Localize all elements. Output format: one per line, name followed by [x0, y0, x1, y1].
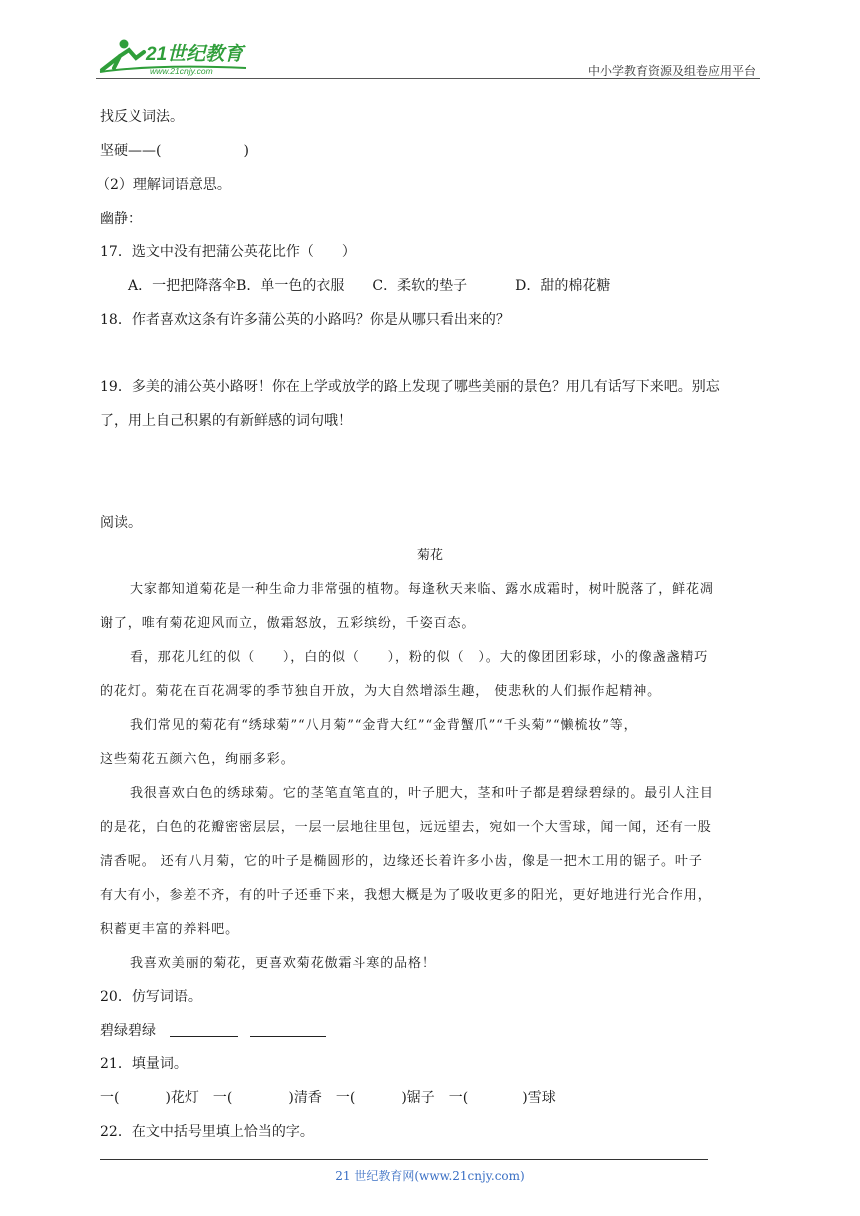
passage-line: 有大有小，参差不齐，有的叶子还垂下来，我想大概是为了吸收更多的阳光，更好地进行光合作用，	[100, 888, 712, 903]
passage-line: 清香呢。 还有八月菊，它的叶子是椭圆形的，边缘还长着许多小齿，像是一把木工用的锯子。叶子	[100, 854, 703, 869]
measure-word-5: )雪球	[522, 1090, 556, 1106]
passage-line: 看，那花儿红的似（ ），白的似（ ），粉的似（ ）。大的像团团彩球，小的像盏盏精巧	[130, 650, 709, 665]
question-20: 20．仿写词语。	[100, 989, 202, 1005]
question-19-line2: 了，用上自己积累的有新鲜感的词句哦！	[100, 413, 352, 429]
example-word: 碧绿碧绿	[100, 1023, 156, 1039]
answer-blank-2[interactable]	[250, 1022, 326, 1037]
question-21-item	[100, 1087, 556, 1107]
question-19-line1: 19．多美的浦公英小路呀！你在上学或放学的路上发现了哪些美丽的景色？用几有话写下来吧。别忘	[100, 379, 720, 395]
measure-word-4: )锯子 一(	[401, 1090, 469, 1106]
passage-title: 菊花	[416, 548, 443, 563]
option-d[interactable]: D．甜的棉花糖	[515, 278, 611, 294]
passage-line: 这些菊花五颜六色，绚丽多彩。	[100, 752, 295, 767]
passage-line: 我喜欢美丽的菊花，更喜欢菊花傲霜斗寒的品格！	[130, 956, 436, 971]
measure-word-1: 一(	[100, 1090, 120, 1106]
question-17-options	[128, 275, 610, 295]
instruction-antonym: 找反义词法。	[100, 109, 184, 125]
platform-name: 中小学教育资源及组卷应用平台	[587, 64, 756, 78]
option-a[interactable]: A．一把把降落伞	[128, 278, 237, 294]
passage-line: 积蓄更丰富的养料吧。	[100, 922, 240, 937]
passage-line: 的花灯。菊花在百花凋零的季节独自开放，为大自然增添生趣， 使悲秋的人们振作起精神。	[100, 684, 662, 699]
reading-label: 阅读。	[100, 515, 142, 531]
logo-text: 21世纪教育	[146, 44, 244, 65]
antonym-word: 坚硬——(	[100, 143, 162, 159]
footer-text[interactable]: 21 世纪教育网(www.21cnjy.com)	[335, 1169, 525, 1183]
passage-line: 我很喜欢白色的绣球菊。它的茎笔直笔直的，叶子肥大，茎和叶子都是碧绿碧绿的。最引人注目	[130, 786, 714, 801]
question-22: 22．在文中括号里填上恰当的字。	[100, 1124, 314, 1140]
question-20-item	[100, 1020, 326, 1040]
passage-line: 的是花，白色的花瓣密密层层，一层一层地往里包，远远望去，宛如一个大雪球，闻一闻，还有一股	[100, 820, 712, 835]
logo-url: www.21cnjy.com	[150, 66, 213, 76]
instruction-meaning: （2）理解词语意思。	[96, 177, 231, 193]
measure-word-2: )花灯 一(	[165, 1090, 233, 1106]
question-18: 18．作者喜欢这条有许多蒲公英的小路吗？你是从哪只看出来的？	[100, 312, 510, 328]
option-b[interactable]: B．单一色的衣服	[236, 278, 345, 294]
option-c[interactable]: C．柔软的垫子	[372, 278, 468, 294]
word-meaning-item: 幽静：	[100, 211, 142, 227]
passage-line: 大家都知道菊花是一种生命力非常强的植物。每逢秋天来临、露水成霜时，树叶脱落了，鲜花凋	[130, 582, 714, 597]
header-divider	[96, 78, 760, 79]
passage-line: 谢了，唯有菊花迎风而立，傲霜怒放，五彩缤纷，千姿百态。	[100, 616, 476, 631]
page-header	[96, 30, 756, 80]
antonym-close: )	[243, 143, 249, 159]
answer-blank-1[interactable]	[170, 1022, 238, 1037]
question-17: 17．选文中没有把蒲公英花比作（ ）	[100, 244, 356, 260]
footer-divider	[100, 1159, 708, 1160]
measure-word-3: )清香 一(	[288, 1090, 356, 1106]
passage-line: 我们常见的菊花有“绣球菊”“八月菊”“金背大红”“金背蟹爪”“千头菊”“懒梳妆”等，	[130, 718, 638, 733]
antonym-item	[100, 140, 249, 160]
question-21: 21．填量词。	[100, 1056, 188, 1072]
logo	[96, 36, 266, 76]
